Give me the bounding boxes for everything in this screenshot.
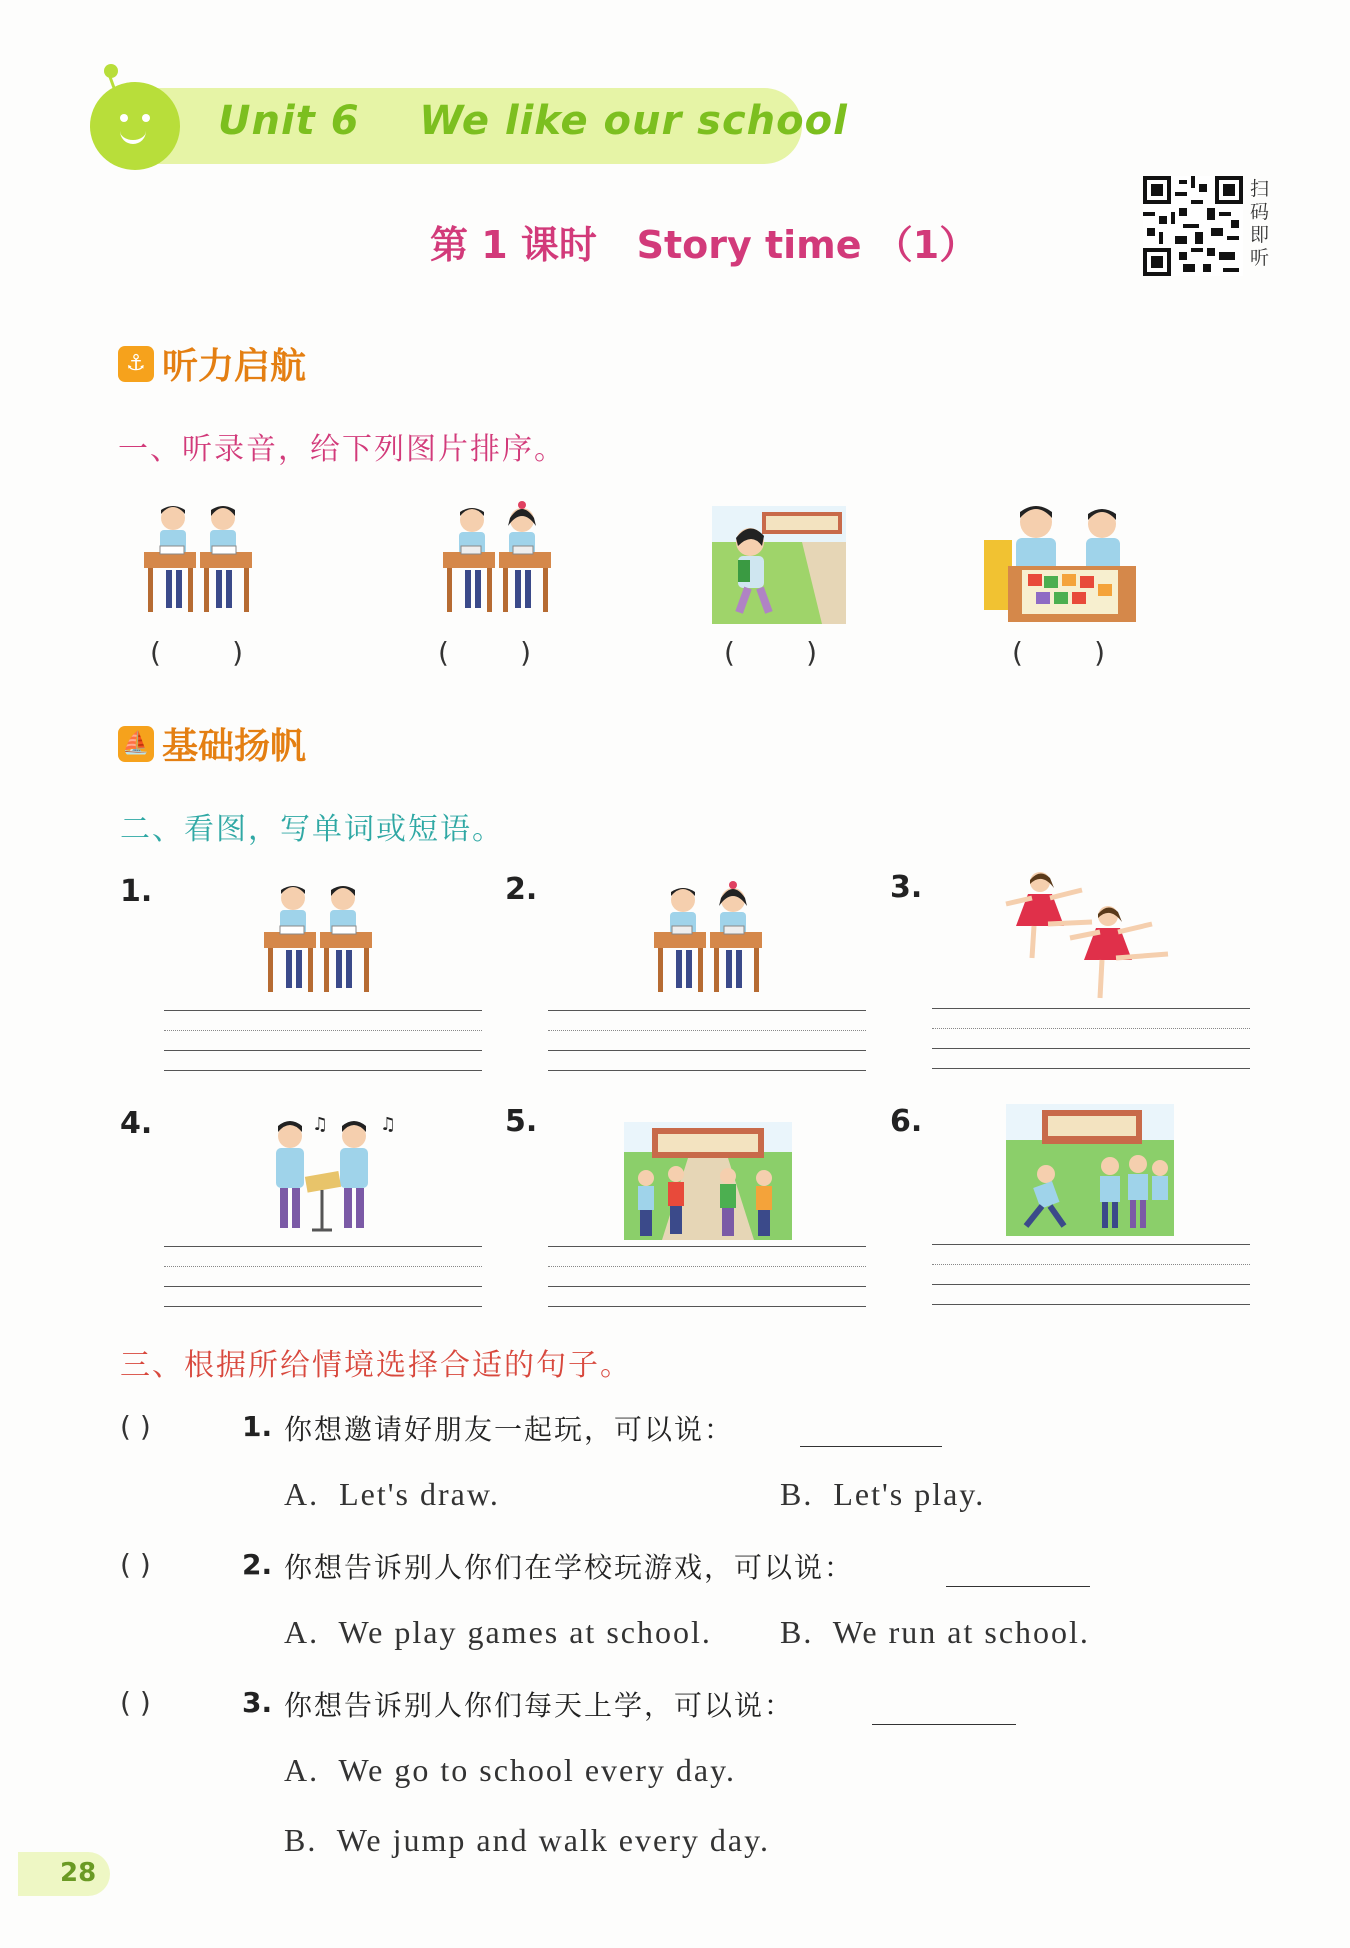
question-text: 你想告诉别人你们在学校玩游戏，可以说： [284,1551,855,1584]
item-number: 2. [242,1548,273,1581]
option-a: A. Let's draw. [284,1476,500,1512]
item-number: 5. [505,1104,538,1139]
item-number: 4. [120,1106,153,1141]
boys-playing-game-image [982,500,1150,624]
answer-blank[interactable] [946,1586,1090,1587]
sailboat-icon: ⛵ [118,726,154,762]
writing-lines[interactable] [548,1010,866,1072]
mascot-face-icon [90,82,180,170]
answer-blank[interactable] [872,1724,1016,1725]
two-pupils-reading-image [138,500,258,620]
page-number: 28 [60,1858,97,1888]
question-1-heading: 一、听录音，给下列图片排序。 [118,432,566,467]
option-b: B. We jump and walk every day. [284,1822,770,1858]
answer-paren[interactable]: ( ) [120,1548,151,1581]
writing-lines[interactable] [164,1246,482,1308]
option-b: B. We run at school. [780,1614,1090,1650]
question-text: 你想邀请好朋友一起玩，可以说： [284,1413,735,1446]
item-number: 3. [890,870,923,905]
option-a: A. We go to school every day. [284,1752,736,1788]
writing-lines[interactable] [932,1008,1250,1070]
section-basic: ⛵ 基础扬帆 [118,718,306,769]
item-number: 2. [505,872,538,907]
writing-lines[interactable] [164,1010,482,1072]
item-number: 3. [242,1686,273,1719]
answer-paren[interactable]: ( ) [438,636,532,669]
mascot-antenna-ball [104,64,118,78]
writing-lines[interactable] [932,1244,1250,1306]
answer-paren[interactable]: ( ) [120,1686,151,1719]
answer-paren[interactable]: ( ) [1012,636,1106,669]
question-text: 你想告诉别人你们每天上学，可以说： [284,1689,795,1722]
pupils-playing-at-school-image [1006,1104,1174,1236]
item-number: 6. [890,1104,923,1139]
writing-lines[interactable] [548,1246,866,1308]
question-2-heading: 二、看图，写单词或短语。 [120,812,504,847]
svg-text:♫: ♫ [380,1114,397,1135]
item-number: 1. [120,874,153,909]
qr-code-icon[interactable] [1143,176,1243,276]
lesson-title: 第 1 课时 Story time （1） [430,223,978,267]
unit-title: Unit 6 We like our school [218,98,848,144]
boys-singing-image [262,1112,412,1236]
anchor-icon: ⚓ [118,346,154,382]
pupils-going-to-school-image [624,1122,792,1240]
option-b: B. Let's play. [780,1476,986,1512]
item-number: 1. [242,1410,273,1443]
answer-blank[interactable] [800,1446,942,1447]
option-a: A. We play games at school. [284,1614,712,1650]
two-pupils-writing-image [648,880,768,1000]
question-3-heading: 三、根据所给情境选择合适的句子。 [120,1348,632,1383]
svg-text:♫: ♫ [312,1114,329,1135]
two-pupils-writing-image [437,500,557,620]
answer-paren[interactable]: ( ) [724,636,818,669]
answer-paren[interactable]: ( ) [120,1410,151,1443]
answer-paren[interactable]: ( ) [150,636,244,669]
girl-walking-to-school-image [712,506,846,624]
qr-label: 扫 码 即 听 [1250,178,1270,269]
girls-dancing-image [1002,868,1182,1006]
two-pupils-reading-image [258,880,378,1000]
section-listening: ⚓ 听力启航 [118,338,306,389]
